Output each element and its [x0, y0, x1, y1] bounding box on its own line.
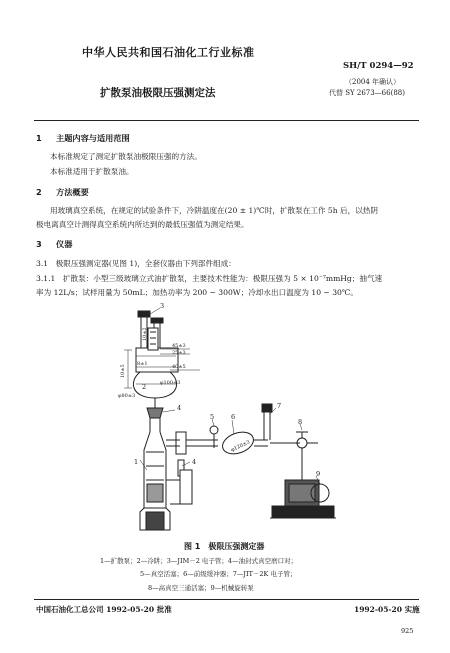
fig-label-1: 1 [134, 458, 139, 466]
fig-label-4b: 4 [192, 458, 197, 466]
dim-phi-80: φ80±3 [118, 393, 136, 399]
three-way-stopcock [270, 432, 321, 480]
replaces-note: 代替 SY 2673—66(88) [329, 89, 405, 97]
electron-tube-jit2k [262, 404, 272, 440]
mechanical-pump [270, 480, 336, 518]
section-2-number: 2 [36, 187, 42, 197]
std-title: 扩散泵油极限压强测定法 [100, 87, 216, 99]
figure-caption: 图 1 极限压强测定器 [184, 542, 265, 551]
implement-date: 1992-05-20 实施 [354, 605, 420, 614]
dim-40-5: 40±5 [172, 364, 186, 370]
footer-rule [34, 599, 419, 600]
fig-label-9: 9 [316, 470, 321, 478]
fig-label-6: 6 [231, 413, 236, 421]
clause-3-1: 3.1 极限压强测定器(见图 1)，全套仪器由下列部件组成： [36, 259, 236, 268]
section-2-para-1: 用玻璃真空系统，在规定的试验条件下，冷阱温度在(20 ± 1)℃时，扩散泵在工作 5h 后，以热阴 [50, 206, 379, 215]
section-1-para-1: 本标准规定了测定扩散泵油极限压强的方法。 [50, 152, 202, 161]
vacuum-stopcock [210, 426, 218, 448]
issuer: 中国石油化工总公司 1992-05-20 批准 [36, 605, 172, 614]
figure-legend-line-3: 8—高真空三通活塞；9—机械旋转泵 [148, 584, 254, 592]
diffusion-pump [140, 432, 192, 530]
section-2-para-2: 极电离真空计测得真空系统内所达到的最低压强值为测定结果。 [36, 220, 249, 229]
dim-phi-120: φ120±3 [230, 439, 252, 454]
fig-label-2: 2 [142, 383, 147, 391]
fig-label-7: 7 [277, 402, 282, 410]
dim-25-3: 25±3 [172, 350, 186, 356]
clause-3-1-1-line-2: 率为 12L/s；试样用量为 50mL；加热功率为 200 ~ 300W；冷却水出口温度为 10 ~ 30℃。 [36, 288, 358, 297]
figure-legend-line-2: 5—真空活塞；6—前级缓冲器；7—JIT－2K 电子管； [140, 570, 297, 578]
electron-tube-jim2 [148, 328, 158, 350]
dim-10-2: 10±2 [142, 327, 148, 341]
section-2-heading: 方法概要 [56, 187, 89, 197]
confirm-note: （2004 年确认） [345, 78, 401, 86]
fig-label-4a: 4 [177, 404, 182, 412]
dim-45-3: 45±3 [172, 343, 186, 349]
ground-joint [147, 408, 163, 432]
fig-label-5: 5 [210, 413, 215, 421]
section-1-heading: 主题内容与适用范围 [56, 133, 130, 143]
std-number: SH/T 0294—92 [343, 61, 414, 71]
section-1-number: 1 [36, 133, 42, 143]
dim-phi-100: φ100±3 [160, 380, 181, 386]
section-3-number: 3 [36, 239, 42, 249]
section-1-para-2: 本标准适用于扩散泵油。 [50, 167, 134, 176]
fig-label-3: 3 [160, 302, 165, 310]
dim-10-5: 10±5 [120, 364, 126, 378]
figure-legend-line-1: 1—扩散泵；2—冷阱；3—JIM－2 电子管；4—油封式真空磨口对； [100, 557, 298, 565]
section-3-heading: 仪器 [56, 239, 73, 249]
dim-8-1: 8±1 [137, 361, 148, 367]
page-number: 925 [401, 627, 414, 635]
org-title: 中华人民共和国石油化工行业标准 [82, 46, 255, 59]
clause-3-1-1-line-1: 3.1.1 扩散泵：小型三级玻璃立式油扩散泵，主要技术性能为：极限压强为 5 × 10⁻⁷mmHg；抽气速 [36, 274, 383, 283]
fig-label-8: 8 [298, 418, 303, 426]
